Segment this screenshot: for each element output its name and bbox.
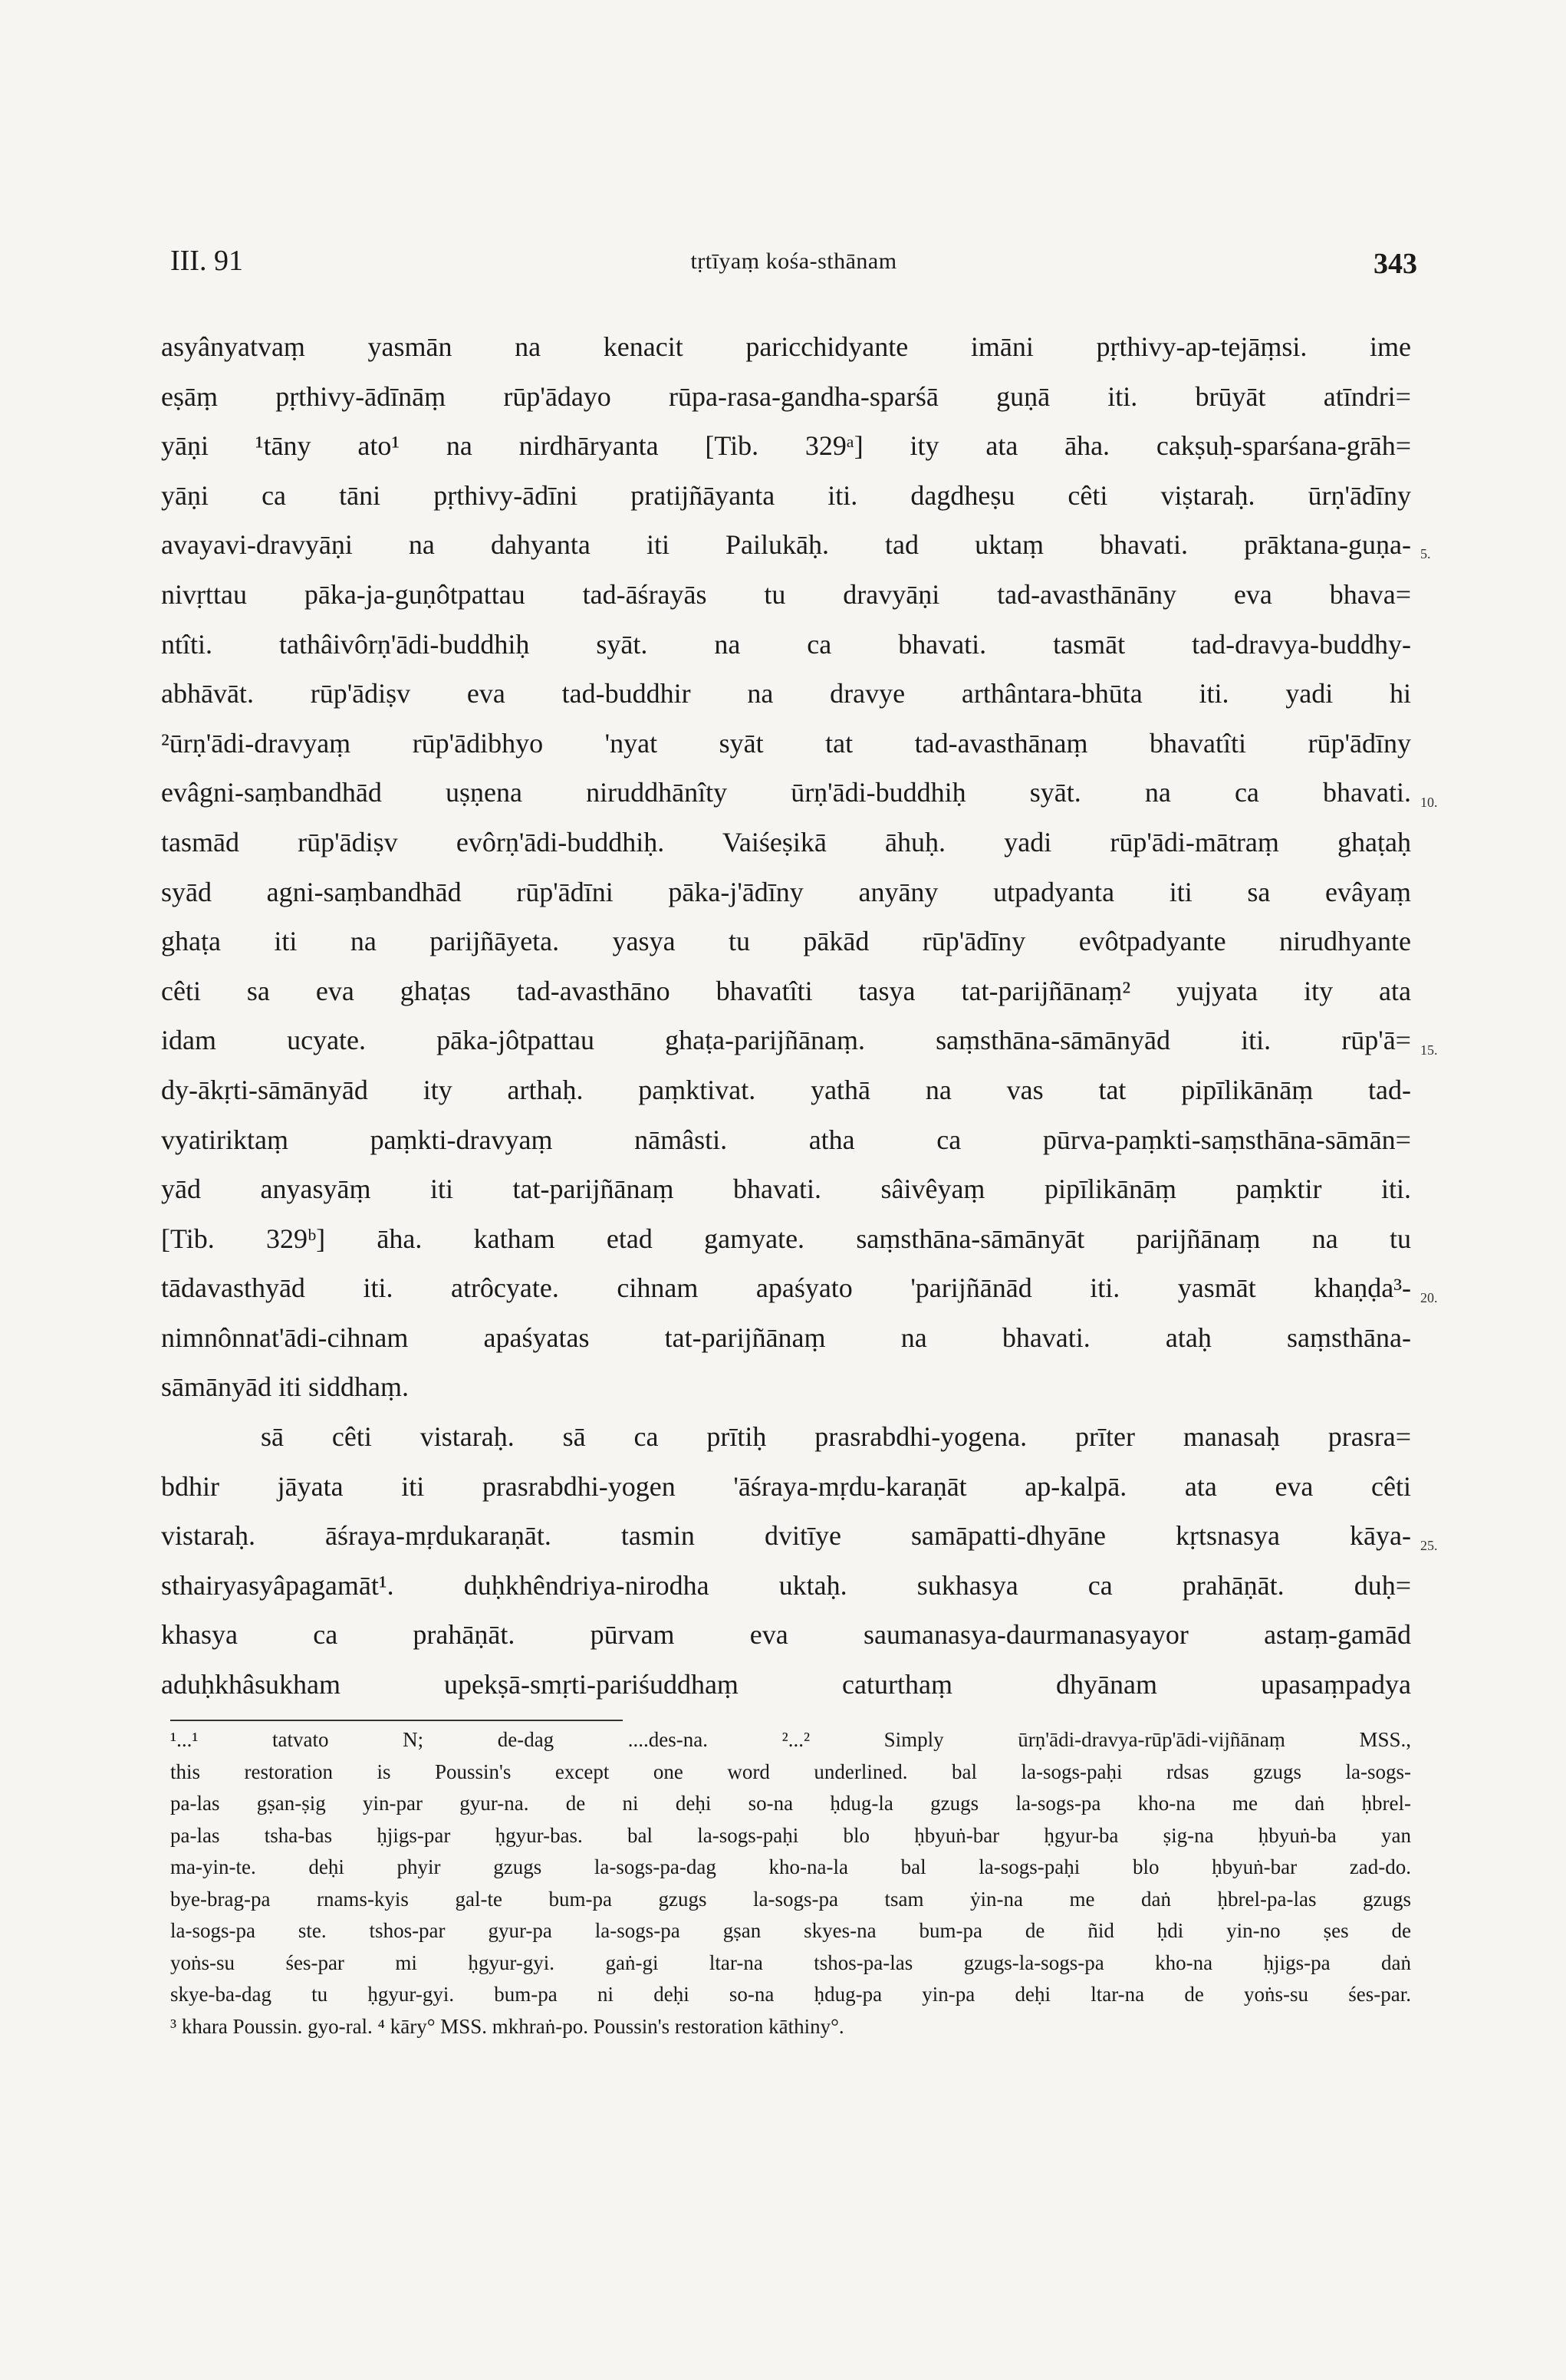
- line-number-20: 20.: [1420, 1290, 1438, 1305]
- footnote-line: ma-yin-te. deḥi phyir gzugs la-sogs-pa-dag kho-na-la bal la-sogs-paḥi blo ḥbyuṅ-bar zad-do.: [170, 1855, 1411, 1878]
- text-line: yāṇi ¹tāny ato¹ na nirdhāryanta [Tib. 329ᵃ] ity ata āha. cakṣuḥ-sparśana-grāh=: [161, 430, 1411, 462]
- text-line: [Tib. 329ᵇ] āha. katham etad gamyate. saṃsthāna-sāmānyāt parijñānaṃ na tu: [161, 1223, 1411, 1254]
- text-line: eṣāṃ pṛthivy-ādīnāṃ rūp'ādayo rūpa-rasa-gandha-sparśā guṇā iti. brūyāt atīndri=: [161, 380, 1411, 412]
- text-line: sthairyasyâpagamāt¹. duḥkhêndriya-nirodha uktaḥ. sukhasya ca prahāṇāt. duḥ=: [161, 1569, 1411, 1601]
- text-line: vyatiriktaṃ paṃkti-dravyaṃ nāmâsti. atha ca pūrva-paṃkti-saṃsthāna-sāmān=: [161, 1124, 1411, 1155]
- text-line: yād anyasyāṃ iti tat-parijñānaṃ bhavati. sâivêyaṃ pipīlikānāṃ paṃktir iti.: [161, 1174, 1411, 1205]
- footnote-line: pa-las tsha-bas ḥjigs-par ḥgyur-bas. bal la-sogs-paḥi blo ḥbyuṅ-bar ḥgyur-ba ṣig-na ḥbyuṅ-ba yan: [170, 1823, 1411, 1847]
- main-text: [161, 322, 1411, 1710]
- line-number-10: 10.: [1420, 795, 1438, 810]
- text-line: asyânyatvaṃ yasmān na kenacit paricchidyante imāni pṛthivy-ap-tejāṃsi. ime: [161, 331, 1411, 362]
- text-line: dy-ākṛti-sāmānyād ity arthaḥ. paṃktivat. yathā na vas tat pipīlikānāṃ tad-: [161, 1074, 1411, 1105]
- footnote-line: pa-las gṣan-ṣig yin-par gyur-na. de ni deḥi so-na ḥdug-la gzugs la-sogs-pa kho-na me daṅ ḥbrel-: [170, 1792, 1411, 1815]
- text-line: sāmānyād iti siddhaṃ.: [161, 1371, 409, 1403]
- text-line: aduḥkhâsukham upekṣā-smṛti-pariśuddhaṃ caturthaṃ dhyānam upasaṃpadya: [161, 1669, 1411, 1700]
- footnote-line: ³ khara Poussin. gyo-ral. ⁴ kāry° MSS. mkhraṅ-po. Poussin's restoration kāthiny°.: [170, 2014, 844, 2038]
- line-number-25: 25.: [1420, 1538, 1438, 1553]
- text-line: ²ūrṇ'ādi-dravyaṃ rūp'ādibhyo 'nyat syāt tat tad-avasthānaṃ bhavatîti rūp'ādīny: [161, 727, 1411, 759]
- text-line: vistaraḥ. āśraya-mṛdukaraṇāt. tasmin dvitīye samāpatti-dhyāne kṛtsnasya kāya-: [161, 1520, 1411, 1552]
- text-line: nivṛttau pāka-ja-guṇôtpattau tad-āśrayās tu dravyāṇi tad-avasthānāny eva bhava=: [161, 578, 1411, 610]
- footnote-line: this restoration is Poussin's except one word underlined. bal la-sogs-paḥi rdsas gzugs la-sogs-: [170, 1759, 1411, 1783]
- chapter-reference: III. 91: [170, 245, 243, 277]
- footnote-line: skye-ba-dag tu ḥgyur-gyi. bum-pa ni deḥi so-na ḥdug-pa yin-pa deḥi ltar-na de yoṅs-su śes-par.: [170, 1983, 1411, 2006]
- text-line: nimnônnat'ādi-cihnam apaśyatas tat-parijñānaṃ na bhavati. ataḥ saṃsthāna-: [161, 1322, 1411, 1353]
- text-line: khasya ca prahāṇāt. pūrvam eva saumanasya-daurmanasyayor astaṃ-gamād: [161, 1619, 1411, 1651]
- text-line: bdhir jāyata iti prasrabdhi-yogen 'āśraya-mṛdu-karaṇāt ap-kalpā. ata eva cêti: [161, 1470, 1411, 1502]
- text-line: idam ucyate. pāka-jôtpattau ghaṭa-parijñānaṃ. saṃsthāna-sāmānyād iti. rūp'ā=: [161, 1025, 1411, 1056]
- footnote-divider: [170, 1720, 623, 1721]
- text-line: evâgni-saṃbandhād uṣṇena niruddhānîty ūrṇ'ādi-buddhiḥ syāt. na ca bhavati.: [161, 777, 1411, 808]
- text-line: syād agni-saṃbandhād rūp'ādīni pāka-j'ādīny anyāny utpadyanta iti sa evâyaṃ: [161, 876, 1411, 907]
- line-number-5: 5.: [1420, 546, 1431, 561]
- text-line: tasmād rūp'ādiṣv evôrṇ'ādi-buddhiḥ. Vaiśeṣikā āhuḥ. yadi rūp'ādi-mātraṃ ghaṭaḥ: [161, 826, 1411, 858]
- running-title: tṛtīyaṃ kośa-sthānam: [690, 249, 897, 274]
- text-line: avayavi-dravyāṇi na dahyanta iti Pailukāḥ. tad uktaṃ bhavati. prāktana-guṇa-: [161, 529, 1411, 561]
- footnote-line: ¹...¹ tatvato N; de-dag ....des-na. ²...² Simply ūrṇ'ādi-dravya-rūp'ādi-vijñānaṃ MSS.,: [170, 1728, 1411, 1751]
- text-line: ghaṭa iti na parijñāyeta. yasya tu pākād rūp'ādīny evôtpadyante nirudhyante: [161, 926, 1411, 957]
- footnotes: [170, 1724, 1411, 2043]
- text-line: cêti sa eva ghaṭas tad-avasthāno bhavatîti tasya tat-parijñānaṃ² yujyata ity ata: [161, 975, 1411, 1006]
- footnote-line: yoṅs-su śes-par mi ḥgyur-gyi. gaṅ-gi ltar-na tshos-pa-las gzugs-la-sogs-pa kho-na ḥjigs-pa daṅ: [170, 1950, 1411, 1974]
- footnote-line: la-sogs-pa ste. tshos-par gyur-pa la-sogs-pa gṣan skyes-na bum-pa de ñid ḥdi yin-no ṣes de: [170, 1919, 1411, 1942]
- footnote-line: bye-brag-pa rnams-kyis gal-te bum-pa gzugs la-sogs-pa tsam ẏin-na me daṅ ḥbrel-pa-las gzugs: [170, 1887, 1411, 1911]
- text-line: sā cêti vistaraḥ. sā ca prītiḥ prasrabdhi-yogena. prīter manasaḥ prasra=: [261, 1421, 1411, 1453]
- text-line: tādavasthyād iti. atrôcyate. cihnam apaśyato 'parijñānād iti. yasmāt khaṇḍa³-: [161, 1272, 1411, 1304]
- text-line: ntîti. tathâivôrṇ'ādi-buddhiḥ syāt. na ca bhavati. tasmāt tad-dravya-buddhy-: [161, 628, 1411, 660]
- page-header: [170, 244, 1417, 290]
- text-line: yāṇi ca tāni pṛthivy-ādīni pratijñāyanta iti. dagdheṣu cêti viṣtaraḥ. ūrṇ'ādīny: [161, 479, 1411, 511]
- text-line: abhāvāt. rūp'ādiṣv eva tad-buddhir na dravye arthântara-bhūta iti. yadi hi: [161, 678, 1411, 709]
- line-number-15: 15.: [1420, 1042, 1438, 1058]
- page-number: 343: [1374, 248, 1417, 280]
